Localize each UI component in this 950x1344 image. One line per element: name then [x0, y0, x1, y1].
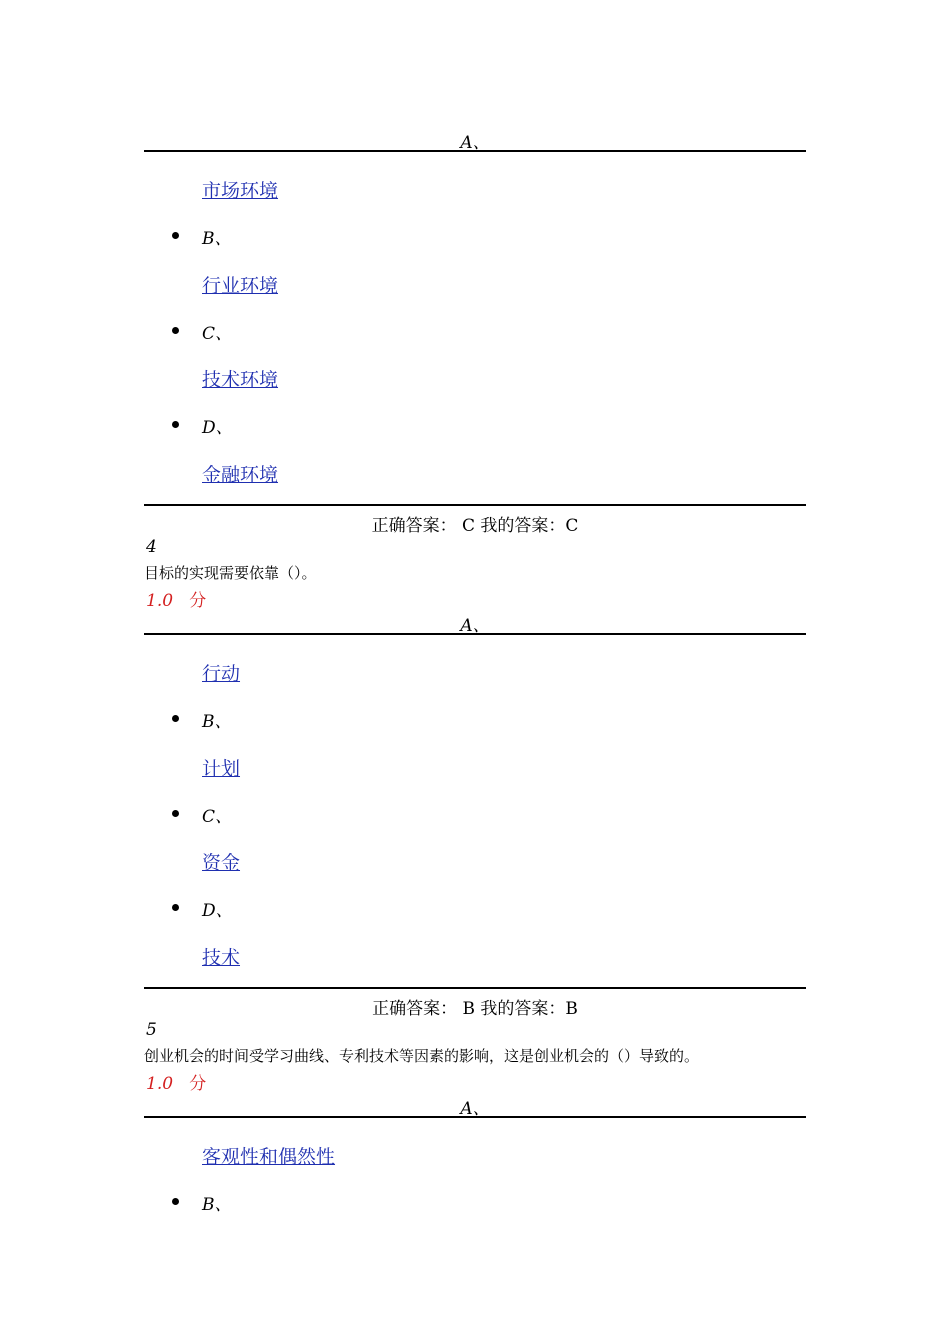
- option-c-label: C、: [202, 324, 233, 344]
- option-a-label: A、: [460, 133, 490, 153]
- divider: [144, 633, 806, 635]
- option-d-label: D、: [202, 901, 233, 921]
- option-a-link[interactable]: 市场环境: [202, 180, 279, 202]
- bullet-icon: [172, 1198, 179, 1205]
- option-c-link[interactable]: 资金: [202, 852, 241, 874]
- question-text: 创业机会的时间受学习曲线、专利技术等因素的影响，这是创业机会的（）导致的。: [144, 1047, 700, 1065]
- question-number: 5: [146, 1020, 157, 1040]
- option-c-label: C、: [202, 807, 233, 827]
- question-score: [146, 586, 206, 611]
- option-a-link[interactable]: 客观性和偶然性: [202, 1146, 336, 1168]
- option-d-link[interactable]: 技术: [202, 947, 241, 969]
- bullet-icon: [172, 810, 179, 817]
- bullet-icon: [172, 715, 179, 722]
- score-value: 1.0: [146, 1074, 174, 1094]
- option-a-link[interactable]: 行动: [202, 663, 241, 685]
- option-b-link[interactable]: 计划: [202, 758, 241, 780]
- option-b-label: B、: [202, 1195, 232, 1215]
- option-b-label: B、: [202, 712, 232, 732]
- question-number: 4: [146, 537, 157, 557]
- score-unit: 分: [189, 591, 207, 611]
- option-a-label: A、: [460, 616, 490, 636]
- question-text: 目标的实现需要依靠（）。: [144, 564, 317, 582]
- score-unit: 分: [189, 1074, 207, 1094]
- option-b-label: B、: [202, 229, 232, 249]
- option-b-link[interactable]: 行业环境: [202, 275, 279, 297]
- bullet-icon: [172, 327, 179, 334]
- option-c-link[interactable]: 技术环境: [202, 369, 279, 391]
- divider: [144, 1116, 806, 1118]
- option-d-link[interactable]: 金融环境: [202, 464, 279, 486]
- answer-line: 正确答案： B 我的答案：B: [372, 999, 578, 1019]
- bullet-icon: [172, 232, 179, 239]
- option-a-label: A、: [460, 1099, 490, 1119]
- divider: [144, 504, 806, 506]
- divider: [144, 150, 806, 152]
- answer-line: 正确答案： C 我的答案：C: [371, 516, 579, 536]
- option-d-label: D、: [202, 418, 233, 438]
- bullet-icon: [172, 904, 179, 911]
- bullet-icon: [172, 421, 179, 428]
- divider: [144, 987, 806, 989]
- score-value: 1.0: [146, 591, 174, 611]
- question-score: [146, 1069, 206, 1094]
